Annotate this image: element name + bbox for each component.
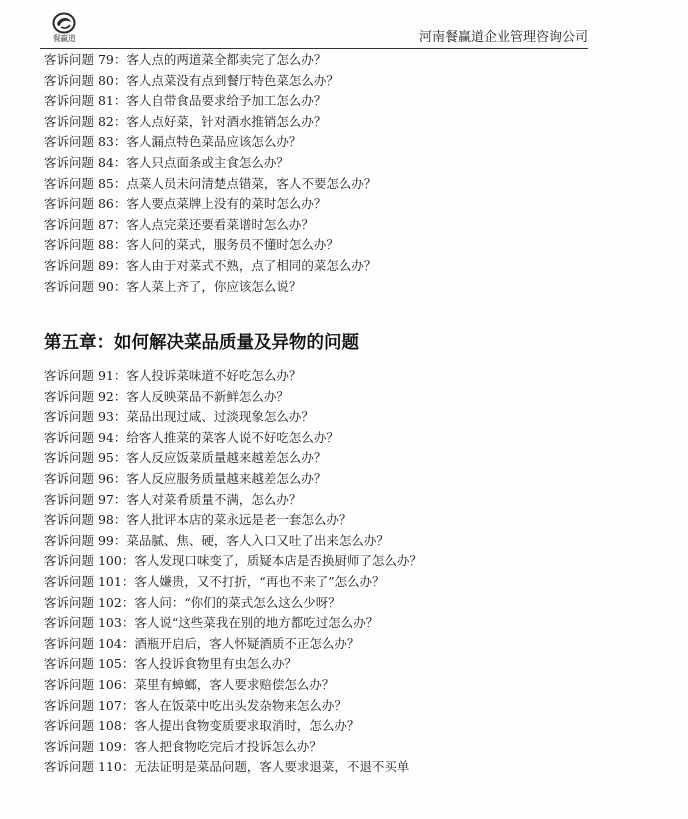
- chapter-heading: 第五章：如何解决菜品质量及异物的问题: [44, 333, 359, 353]
- list-item: 客诉问题 93：菜品出现过咸、过淡现象怎么办？: [44, 409, 314, 425]
- list-item: 客诉问题 91：客人投诉菜味道不好吃怎么办？: [44, 368, 302, 383]
- list-item: 客诉问题 87：客人点完菜还要看菜谱时怎么办？: [44, 216, 314, 232]
- list-item: 客诉问题 86：客人要点菜牌上没有的菜时怎么办？: [44, 196, 327, 212]
- list-item: 客诉问题 104：酒瓶开启后，客人怀疑酒质不正怎么办？: [44, 635, 360, 651]
- list-item: 客诉问题 102：客人问：“你们的菜式怎么这么少呀？: [44, 594, 341, 610]
- logo-swirl-icon: [52, 12, 76, 34]
- list-item: 客诉问题 79：客人点的两道菜全都卖完了怎么办？: [44, 52, 327, 67]
- complaint-list-section-1: [44, 50, 376, 297]
- list-item: 客诉问题 100：客人发现口味变了，质疑本店是否换厨师了怎么办？: [44, 553, 422, 569]
- company-name: 河南餐赢道企业管理咨询公司: [418, 30, 588, 45]
- list-item: 客诉问题 96：客人反应服务质量越来越差怎么办？: [44, 470, 327, 486]
- list-item: 客诉问题 107：客人在饭菜中吃出头发杂物来怎么办？: [44, 697, 347, 713]
- list-item: 客诉问题 105：客人投诉食物里有虫怎么办？: [44, 656, 297, 672]
- complaint-list-chapter-5: [44, 366, 422, 778]
- company-logo: [46, 12, 82, 46]
- list-item: 客诉问题 85：点菜人员未问清楚点错菜，客人不要怎么办？: [44, 175, 377, 191]
- list-item: 客诉问题 103：客人说“这些菜我在别的地方都吃过怎么办？: [44, 615, 379, 631]
- list-item: 客诉问题 106：菜里有蟑螂，客人要求赔偿怎么办？: [44, 676, 335, 692]
- list-item: 客诉问题 98：客人批评本店的菜永远是老一套怎么办？: [44, 512, 352, 528]
- list-item: 客诉问题 110：无法证明是菜品问题，客人要求退菜，不退不买单: [44, 759, 410, 775]
- list-item: 客诉问题 81：客人自带食品要求给予加工怎么办？: [44, 93, 327, 109]
- logo-text: 餐赢道: [52, 34, 76, 43]
- list-item: 客诉问题 82：客人点好菜，针对酒水推销怎么办？: [44, 113, 327, 129]
- list-item: 客诉问题 94：给客人推菜的菜客人说不好吃怎么办？: [44, 429, 339, 445]
- list-item: 客诉问题 99：菜品腻、焦、硬，客人入口又吐了出来怎么办？: [44, 532, 389, 548]
- list-item: 客诉问题 84：客人只点面条或主食怎么办？: [44, 154, 289, 170]
- list-item: 客诉问题 88：客人问的菜式，服务员不懂时怎么办？: [44, 237, 339, 253]
- list-item: 客诉问题 80：客人点菜没有点到餐厅特色菜怎么办？: [44, 72, 339, 88]
- list-item: 客诉问题 108：客人提出食物变质要求取消时，怎么办？: [44, 718, 360, 734]
- list-item: 客诉问题 92：客人反映菜品不新鲜怎么办？: [44, 388, 289, 404]
- list-item: 客诉问题 83：客人漏点特色菜品应该怎么办？: [44, 134, 302, 150]
- page-header: [40, 8, 588, 49]
- list-item: 客诉问题 90：客人菜上齐了，你应该怎么说？: [44, 278, 302, 294]
- list-item: 客诉问题 109：客人把食物吃完后才投诉怎么办？: [44, 738, 322, 754]
- list-item: 客诉问题 97：客人对菜肴质量不满，怎么办？: [44, 491, 302, 507]
- list-item: 客诉问题 89：客人由于对菜式不熟，点了相同的菜怎么办？: [44, 257, 377, 273]
- list-item: 客诉问题 101：客人嫌贵，又不打折，“再也不来了”怎么办？: [44, 573, 385, 589]
- list-item: 客诉问题 95：客人反应饭菜质量越来越差怎么办？: [44, 450, 327, 466]
